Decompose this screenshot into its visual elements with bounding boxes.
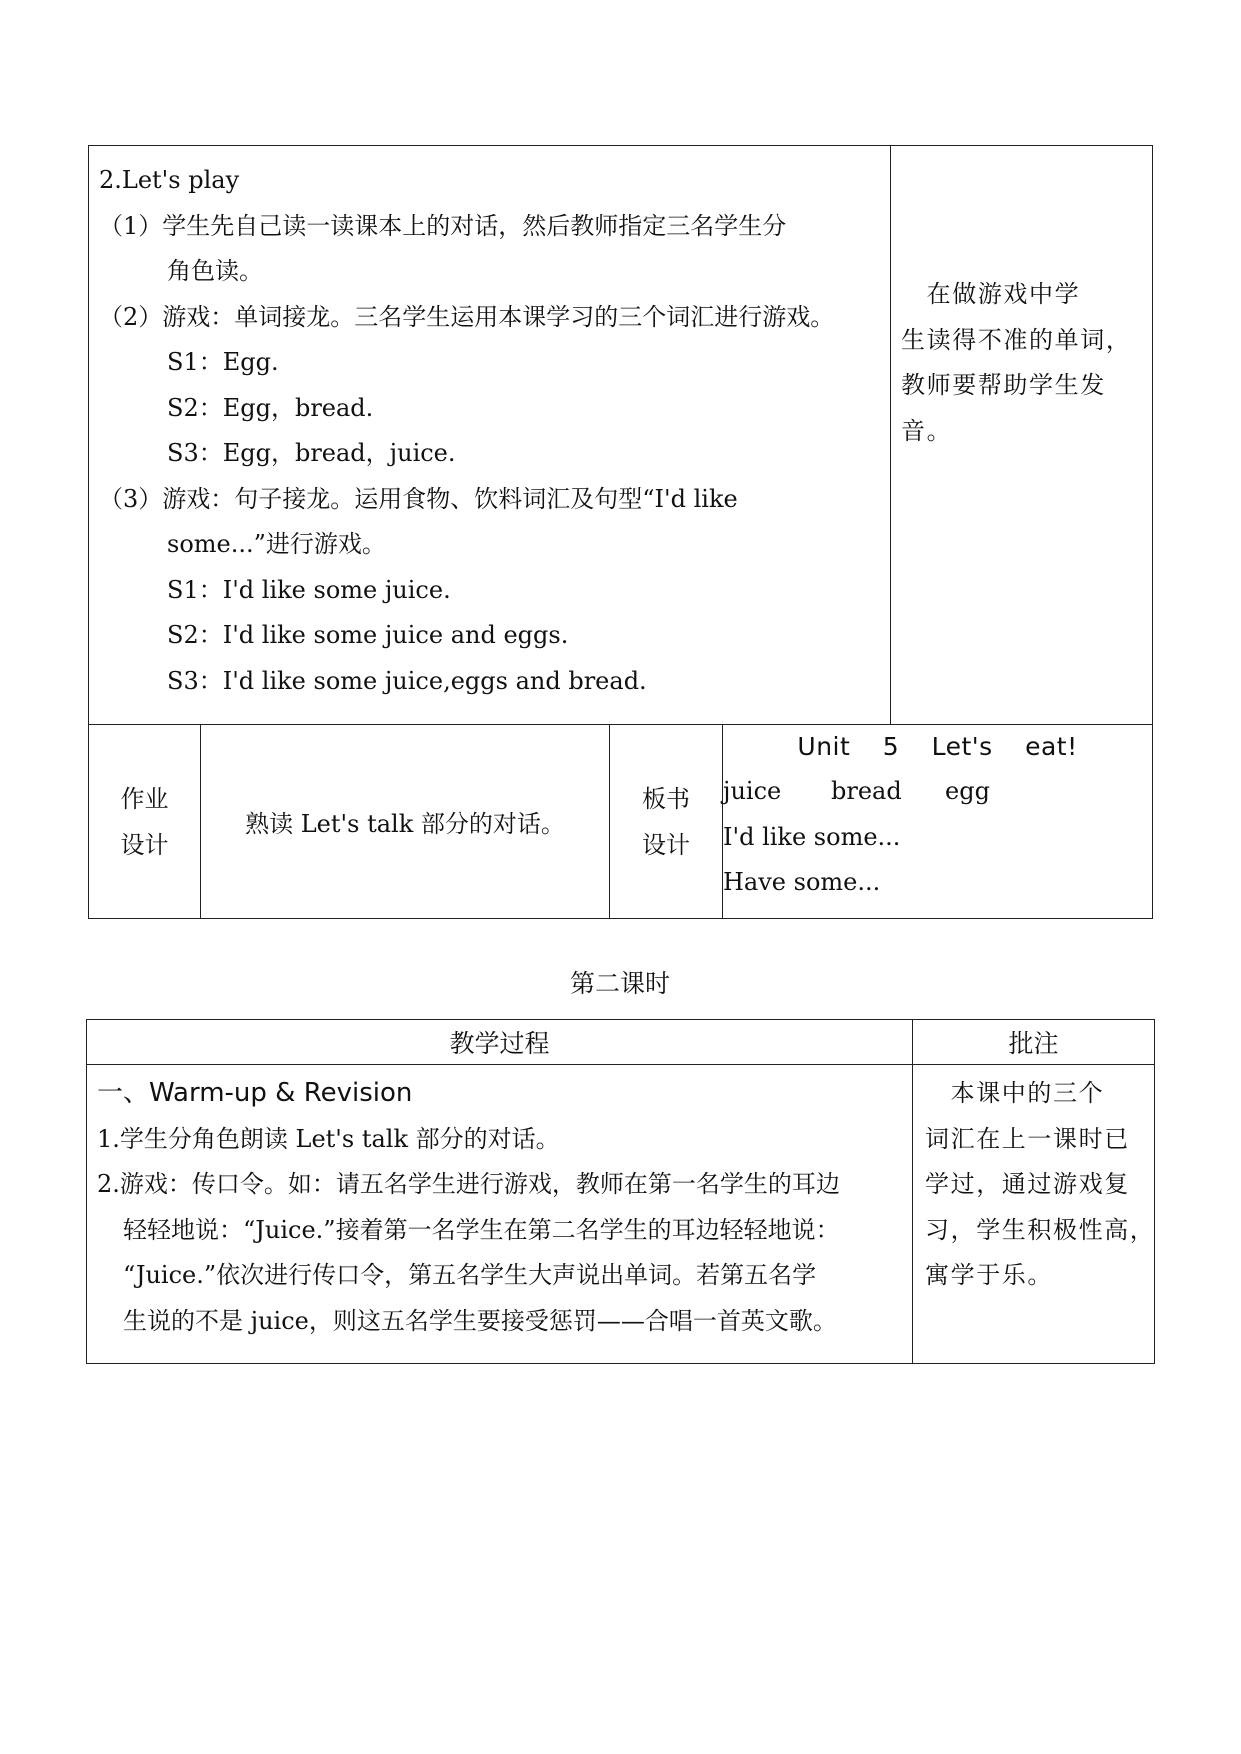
header-note: 批注 <box>913 1020 1155 1065</box>
process-line: （2）游戏：单词接龙。三名学生运用本课学习的三个词汇进行游戏。 <box>99 302 835 331</box>
board-line: I'd like some... <box>723 822 901 851</box>
note-line: 词汇在上一课时已 <box>925 1124 1130 1153</box>
homework-text: 熟读 Let's talk 部分的对话。 <box>201 725 610 919</box>
board-label: 设计 <box>642 830 690 859</box>
homework-label-cell <box>89 725 201 919</box>
process-line: 2.游戏：传口令。如：请五名学生进行游戏，教师在第一名学生的耳边 <box>97 1170 840 1198</box>
process-line: “Juice.”依次进行传口令，第五名学生大声说出单词。若第五名学 <box>123 1261 817 1289</box>
note-line: 寓学于乐。 <box>925 1261 1053 1289</box>
note-line: 习，学生积极性高， <box>925 1215 1156 1244</box>
board-line: Have some... <box>723 868 881 896</box>
process-line: 2.Let's play <box>99 166 240 194</box>
process-line: S2：Egg，bread. <box>167 393 374 422</box>
homework-label: 设计 <box>120 830 169 859</box>
section-title: 一、Warm-up & Revision <box>97 1078 413 1108</box>
activity-row <box>89 146 1153 725</box>
process-line: S3：Egg，bread，juice. <box>167 439 456 467</box>
process-cell <box>87 1065 913 1364</box>
board-words <box>723 769 1152 815</box>
board-word: juice <box>723 777 782 805</box>
note-cell <box>913 1065 1155 1364</box>
note-line: 本课中的三个 <box>925 1079 1105 1107</box>
board-word: egg <box>945 777 990 805</box>
board-label-cell <box>610 725 723 919</box>
note-line: 音。 <box>901 416 953 445</box>
process-line: S1：I'd like some juice. <box>167 575 451 604</box>
warmup-row <box>87 1065 1155 1364</box>
note-line: 学过，通过游戏复 <box>925 1170 1130 1198</box>
process-line: （3）游戏：句子接龙。运用食物、饮料词汇及句型“I'd like <box>99 484 738 513</box>
homework-label: 作业 <box>120 784 169 813</box>
board-design-cell <box>723 725 1153 919</box>
lesson-title: 第二课时 <box>569 969 670 998</box>
lesson-plan-table-2 <box>86 1019 1155 1364</box>
board-title: Unit 5 Let's eat! <box>797 732 1078 761</box>
homework-row <box>89 725 1153 919</box>
note-cell <box>891 146 1153 725</box>
note-line: 教师要帮助学生发 <box>901 371 1106 399</box>
process-line: S2：I'd like some juice and eggs. <box>167 621 569 649</box>
note-line: 在做游戏中学 <box>901 280 1081 308</box>
process-line: 角色读。 <box>167 257 263 285</box>
process-line: S1：Egg. <box>167 348 279 376</box>
process-cell <box>89 146 891 725</box>
board-label: 板书 <box>642 784 690 813</box>
header-process: 教学过程 <box>87 1020 913 1065</box>
header-row <box>87 1020 1155 1065</box>
process-line: 1.学生分角色朗读 Let's talk 部分的对话。 <box>97 1124 560 1153</box>
note-line: 生读得不准的单词， <box>901 325 1132 354</box>
process-line: 生说的不是 juice，则这五名学生要接受惩罚——合唱一首英文歌。 <box>123 1306 837 1335</box>
process-line: some...”进行游戏。 <box>167 530 386 558</box>
board-word: bread <box>831 777 902 805</box>
process-line: S3：I'd like some juice,eggs and bread. <box>167 666 647 695</box>
process-line: （1）学生先自己读一读课本上的对话，然后教师指定三名学生分 <box>99 211 787 240</box>
lesson-plan-table-1 <box>88 145 1153 919</box>
process-line: 轻轻地说：“Juice.”接着第一名学生在第二名学生的耳边轻轻地说： <box>123 1215 840 1244</box>
